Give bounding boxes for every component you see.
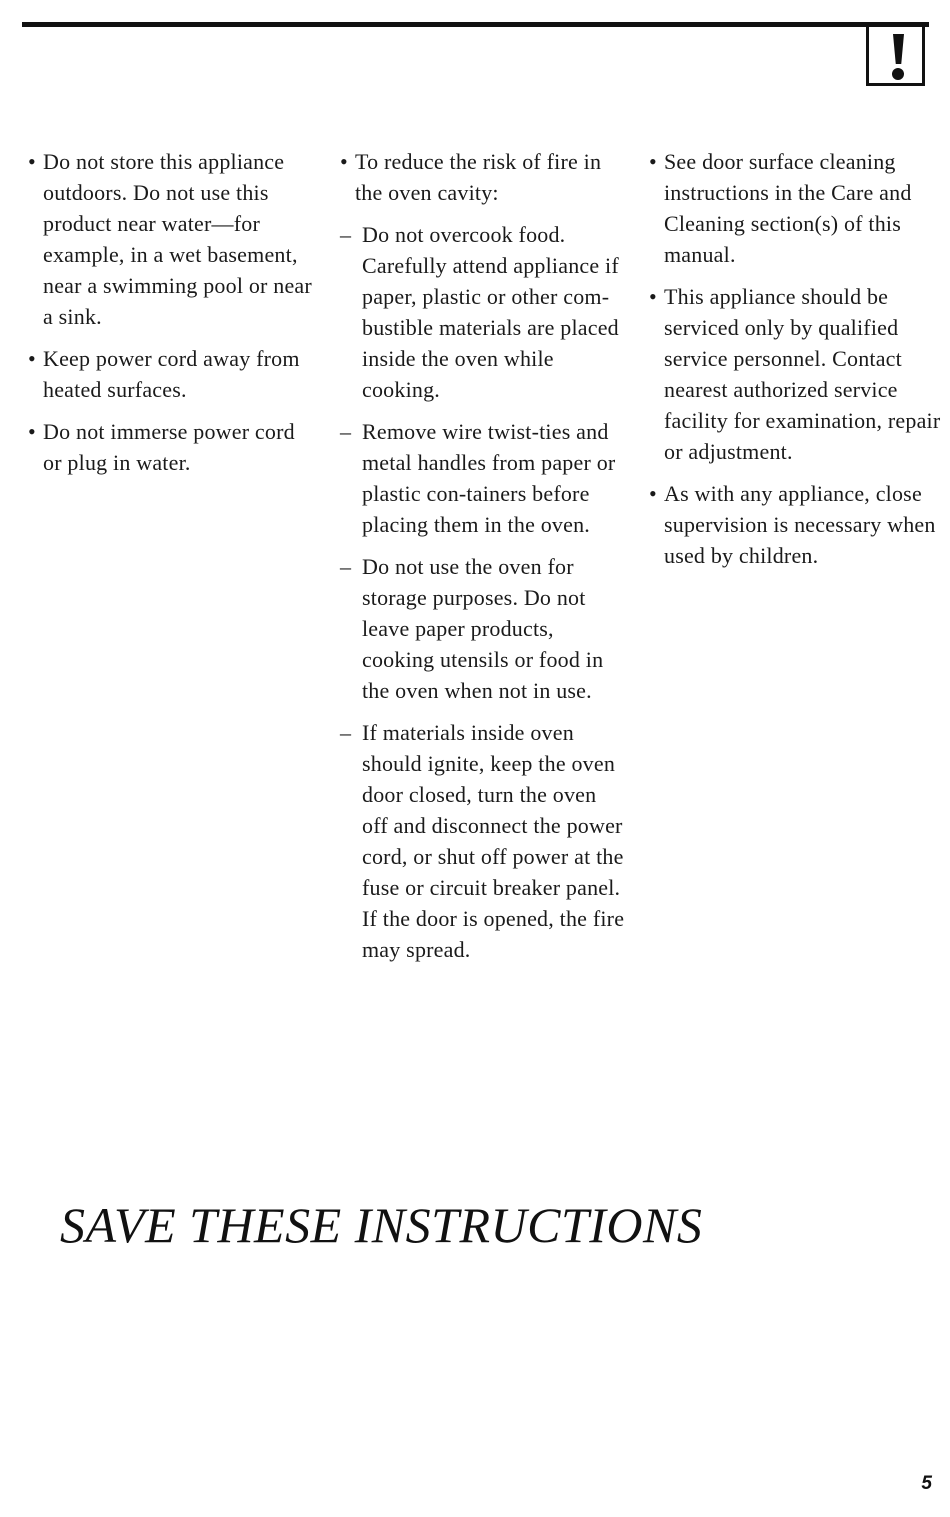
safety-item: • As with any appliance, close supervision is necessary when used by children. bbox=[649, 478, 949, 571]
fire-risk-item: – Do not use the oven for storage purposes. Do not leave paper products, cooking utensils or food in the oven when not in use. bbox=[340, 551, 625, 706]
save-instructions-heading: SAVE THESE INSTRUCTIONS bbox=[60, 1197, 703, 1253]
fire-risk-item: – If materials inside oven should ignite, keep the oven door closed, turn the oven off and disconnect the power cord, or shut off power at the fuse or circuit breaker panel. If the door is opened, the fire may spread. bbox=[340, 717, 625, 965]
safety-item: • Do not store this appliance outdoors. Do not use this product near water—for example, in a wet basement, near a swimming pool or near a sink. bbox=[28, 146, 318, 332]
fire-risk-item: – Remove wire twist-ties and metal handles from paper or plastic con-tainers before placing them in the oven. bbox=[340, 416, 625, 540]
safety-item: • See door surface cleaning instructions in the Care and Cleaning section(s) of this manual. bbox=[649, 146, 949, 270]
safety-item: • Keep power cord away from heated surfaces. bbox=[28, 343, 318, 405]
fire-risk-item: – Do not overcook food. Carefully attend appliance if paper, plastic or other com-bustible materials are placed inside the oven while cooking. bbox=[340, 219, 625, 405]
left-column bbox=[28, 146, 318, 489]
exclamation-bar bbox=[893, 34, 904, 64]
exclamation-dot bbox=[892, 68, 904, 80]
safety-item: • Do not immerse power cord or plug in water. bbox=[28, 416, 318, 478]
page-number: 5 bbox=[921, 1473, 932, 1494]
right-column bbox=[649, 146, 949, 582]
safety-item: • This appliance should be serviced only by qualified service personnel. Contact nearest authorized service facility for examination, repair or adjustment. bbox=[649, 281, 949, 467]
top-rule bbox=[22, 22, 929, 27]
exclamation-icon bbox=[866, 24, 925, 86]
middle-column bbox=[340, 146, 625, 976]
fire-risk-intro: • To reduce the risk of fire in the oven cavity: bbox=[340, 146, 625, 208]
